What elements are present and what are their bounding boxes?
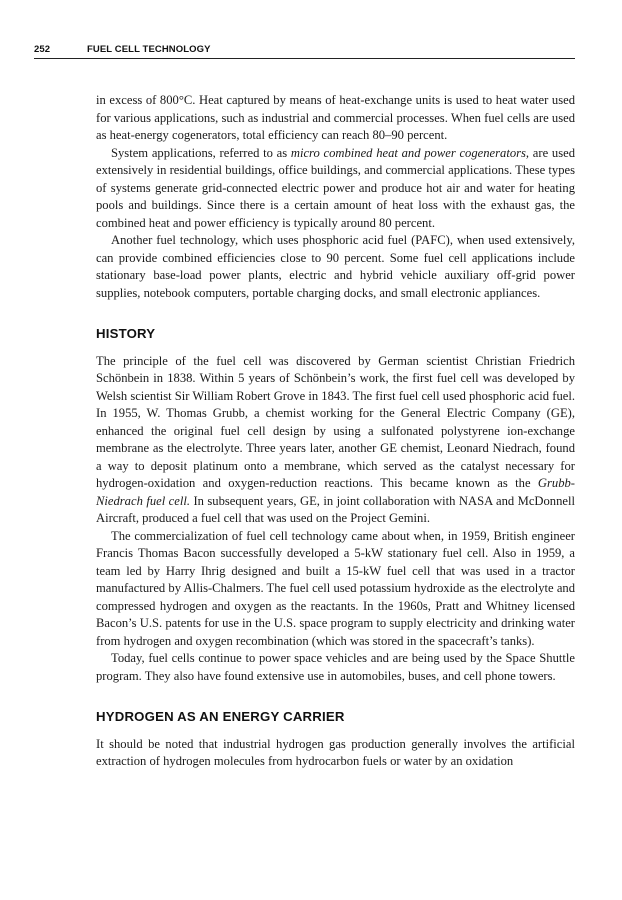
paragraph: Today, fuel cells continue to power space vehicles and are being used by the Space Shuttle program. They also have found extensive use in automobiles, buses, and cell phone towers. xyxy=(96,651,575,683)
paragraph: It should be noted that industrial hydrogen gas production generally involves the artificial extraction of hydrogen molecules from hydrocarbon fuels or water by an oxidation xyxy=(96,736,575,768)
italic-term: Grubb-Niedrach fuel cell. xyxy=(96,476,575,508)
paragraph: The principle of the fuel cell was discovered by German scientist Christian Friedrich Schönbein in 1838. Within 5 years of Schönbein’s work, the first fuel cell was developed by Welsh scientist Sir William Robert Grove in 1843. The first fuel cell used phosphoric acid fuel. In 1955, W. Thomas Grubb, a chemist working for the General Electric Company (GE), enhanced the original fuel cell design by using a sulfonated polystyrene ion-exchange membrane as the electrolyte. Three years later, another GE chemist, Leonard Niedrach, found a way to deposit platinum onto a membrane, which served as the catalyst necessary for hydrogen-oxidation and oxygen-reduction reactions. This became known as the Grubb-Niedrach fuel cell. In subsequent years, GE, in joint collaboration with NASA and McDonnell Aircraft, produced a fuel cell that was used on the Project Gemini. xyxy=(96,353,575,525)
page-body xyxy=(96,92,575,771)
paragraph: in excess of 800°C. Heat captured by means of heat-exchange units is used to heat water used for various applications, such as industrial and commercial processes. When fuel cells are used as heat-energy cogenerators, total efficiency can reach 80–90 percent. xyxy=(96,93,575,142)
running-head xyxy=(34,44,575,59)
paragraph: The commercialization of fuel cell technology came about when, in 1959, British engineer Francis Thomas Bacon successfully developed a 5-kW stationary fuel cell. Also in 1959, a team led by Harry Ihrig designed and built a 15-kW fuel cell that was used in a tractor manufactured by Allis-Chalmers. The fuel cell used potassium hydroxide as the electrolyte and compressed hydrogen and oxygen as the reactants. In the 1960s, Pratt and Whitney licensed Bacon’s U.S. patents for use in the U.S. space program to supply electricity and drinking water from hydrogen and oxygen recombination (which was stored in the spacecraft’s tanks). xyxy=(96,528,575,648)
italic-term: micro combined heat and power cogenerators, xyxy=(290,145,530,160)
paragraph: System applications, referred to as micro combined heat and power cogenerators, are used extensively in residential buildings, office buildings, and commercial applications. These types of systems generate grid-connected electric power and produce hot air and water for heating pools and buildings. Since there is a certain amount of heat loss with the exhaust gas, the combined heat and power efficiency is typically around 80 percent. xyxy=(96,145,575,230)
running-head-title: FUEL CELL TECHNOLOGY xyxy=(87,44,211,55)
section-heading-hydrogen: HYDROGEN AS AN ENERGY CARRIER xyxy=(96,709,345,724)
paragraph: Another fuel technology, which uses phosphoric acid fuel (PAFC), when used extensively, can provide combined efficiencies close to 90 percent. Some fuel cell applications include stationary base-load power plants, electric and hybrid vehicle auxiliary off-grid power supplies, notebook computers, portable charging docks, and small electronic appliances. xyxy=(96,233,575,300)
page-number: 252 xyxy=(34,44,51,55)
section-heading-history: HISTORY xyxy=(96,326,156,341)
